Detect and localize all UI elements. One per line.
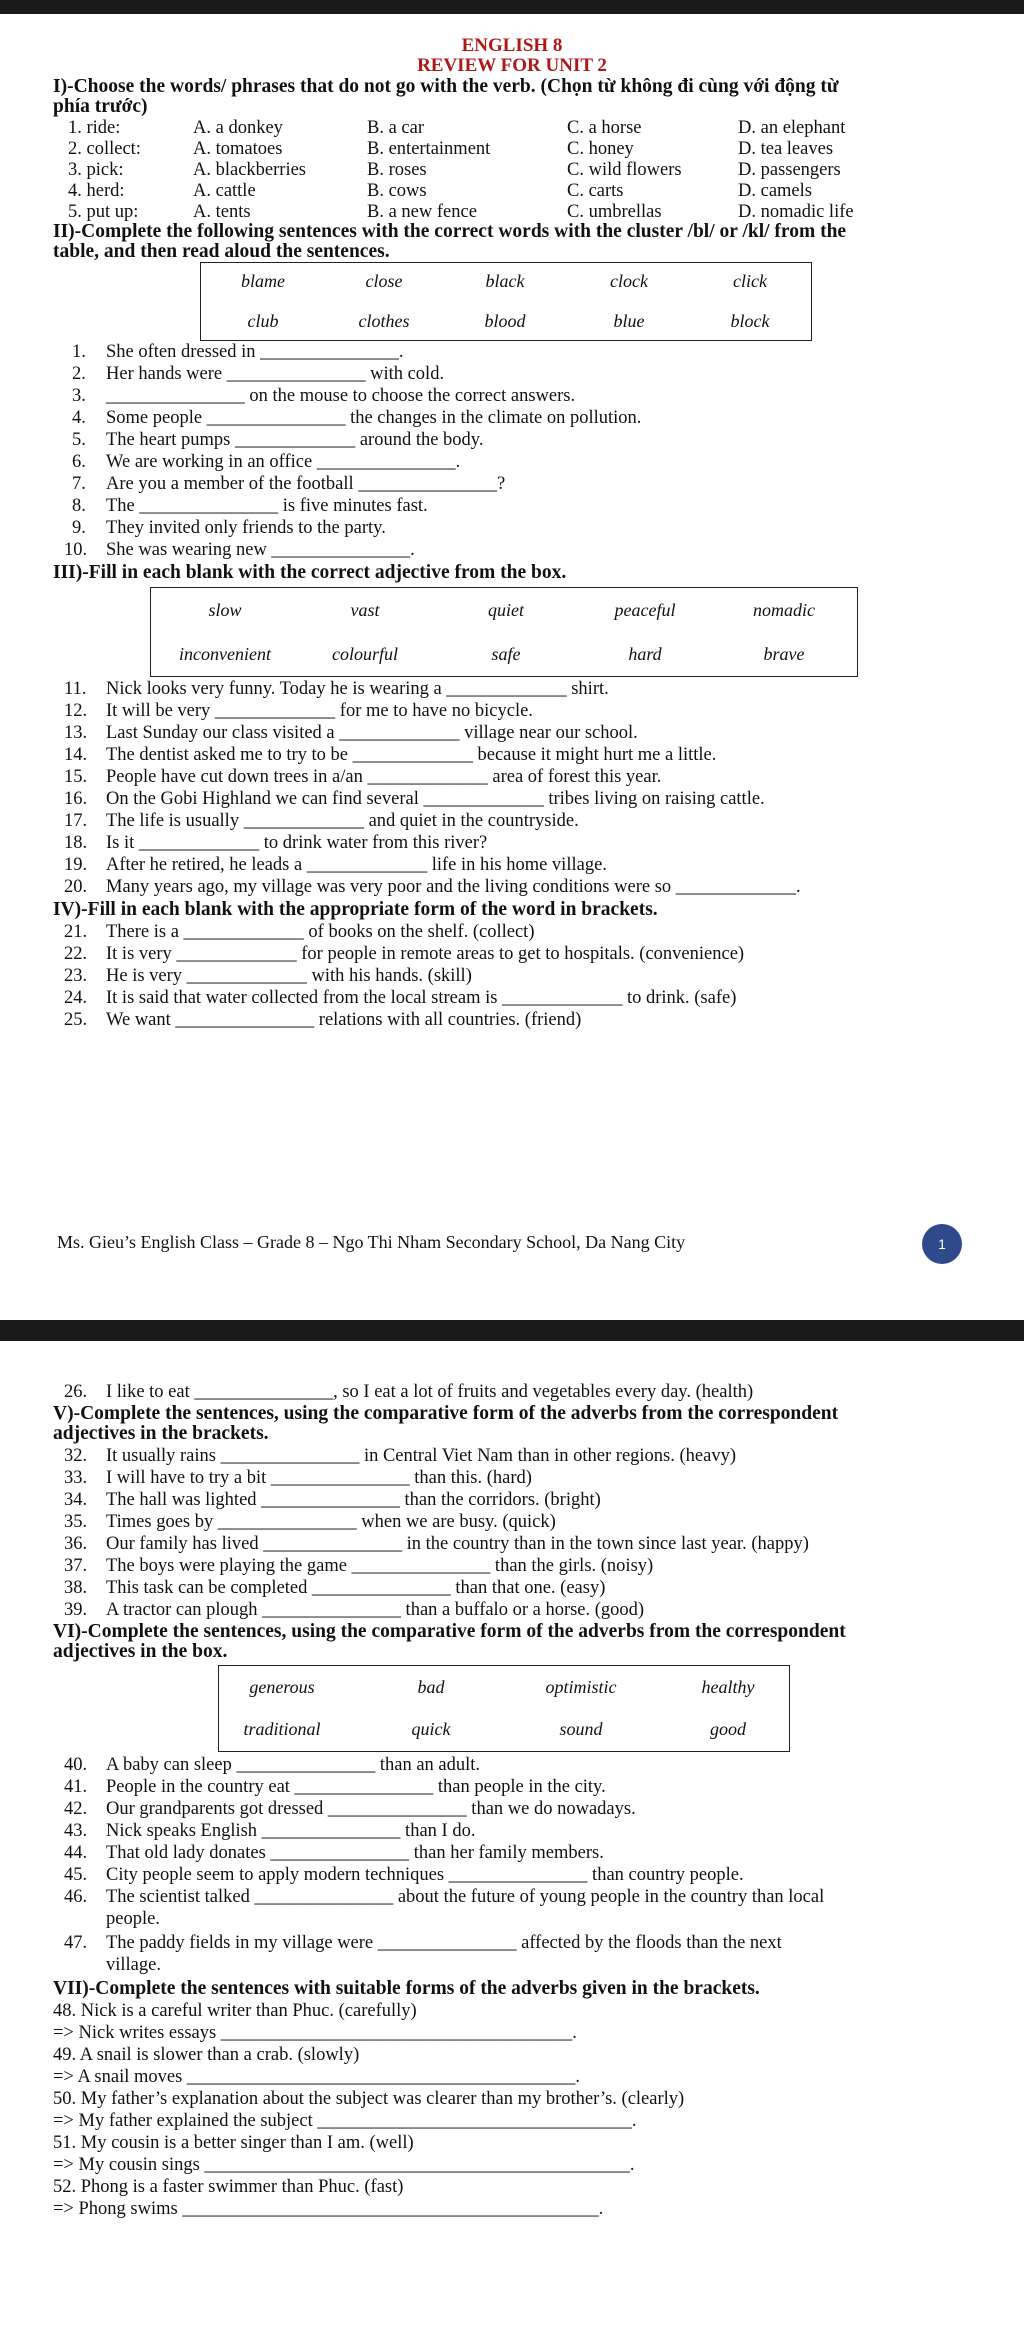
word: healthy (701, 1677, 755, 1697)
option-b: B. roses (367, 160, 427, 180)
word: sound (559, 1719, 603, 1739)
word: blame (241, 271, 285, 291)
section2-heading-cont: table, and then read aloud the sentences. (53, 241, 390, 262)
list-item: 6. We are working in an office _______________. (72, 452, 461, 472)
page-title: ENGLISH 8 (461, 35, 563, 56)
word: close (365, 271, 403, 291)
option-b: B. cows (367, 181, 427, 201)
section6-heading: VI)-Complete the sentences, using the comparative form of the adverbs from the correspondent (53, 1621, 846, 1642)
list-item: 41. People in the country eat _______________ than people in the city. (64, 1777, 606, 1797)
word: click (733, 271, 767, 291)
word: inconvenient (179, 644, 271, 664)
option-c: C. wild flowers (567, 160, 682, 180)
list-item: 15. People have cut down trees in a/an _____________ area of forest this year. (64, 767, 662, 787)
list-item: 39. A tractor can plough _______________ than a buffalo or a horse. (good) (64, 1600, 645, 1620)
section2-heading: II)-Complete the following sentences with the correct words with the cluster /bl/ or /kl/ from the (53, 221, 847, 242)
list-item: 19. After he retired, he leads a _____________ life in his home village. (64, 855, 607, 875)
word: block (730, 311, 770, 331)
option-d: D. passengers (738, 160, 841, 180)
option-b: B. entertainment (367, 139, 491, 159)
word: black (485, 271, 525, 291)
list-item: 35. Times goes by _______________ when we are busy. (quick) (64, 1512, 556, 1532)
list-item: village. (106, 1955, 161, 1975)
section4-heading: IV)-Fill in each blank with the appropriate form of the word in brackets. (53, 899, 658, 920)
section5-heading: V)-Complete the sentences, using the comparative form of the adverbs from the correspondent (53, 1403, 839, 1424)
list-item: 48. Nick is a careful writer than Phuc. (carefully) (53, 2001, 417, 2021)
worksheet-page-1 (0, 14, 1024, 1320)
word: brave (763, 644, 805, 664)
option-a: A. a donkey (193, 118, 283, 138)
list-item: 14. The dentist asked me to try to be _____________ because it might hurt me a little. (64, 745, 717, 765)
option-d: D. an elephant (738, 118, 846, 138)
list-item: 21. There is a _____________ of books on the shelf. (collect) (64, 922, 535, 942)
list-item: 10. She was wearing new _______________. (64, 540, 415, 560)
list-item: 42. Our grandparents got dressed _______________ than we do nowadays. (64, 1799, 636, 1819)
word: blood (484, 311, 526, 331)
option-c: C. carts (567, 181, 624, 201)
word: clothes (358, 311, 410, 331)
worksheet-page-2 (0, 1341, 1024, 2336)
page-number-badge: 1 (922, 1224, 962, 1264)
list-item: 3. _______________ on the mouse to choose the correct answers. (72, 386, 576, 406)
word: blue (613, 311, 645, 331)
word: hard (628, 644, 662, 664)
list-item: 37. The boys were playing the game _______________ than the girls. (noisy) (64, 1556, 654, 1576)
list-item: 12. It will be very _____________ for me to have no bicycle. (64, 701, 533, 721)
list-item: 22. It is very _____________ for people in remote areas to get to hospitals. (convenience) (64, 944, 745, 964)
word: nomadic (753, 600, 815, 620)
verb: 3. pick: (68, 160, 124, 180)
list-item: 23. He is very _____________ with his hands. (skill) (64, 966, 472, 986)
option-b: B. a car (367, 118, 425, 138)
word: good (710, 1719, 746, 1739)
list-item: 7. Are you a member of the football _______________? (72, 474, 506, 494)
list-item: 4. Some people _______________ the changes in the climate on pollution. (72, 408, 642, 428)
option-a: A. cattle (193, 181, 256, 201)
word: club (247, 311, 279, 331)
list-item: 32. It usually rains _______________ in Central Viet Nam than in other regions. (heavy) (64, 1446, 736, 1466)
word: generous (249, 1677, 315, 1697)
word: quick (411, 1719, 451, 1739)
list-item: 5. The heart pumps _____________ around the body. (72, 430, 484, 450)
answer-line: => My cousin sings ______________________________________________. (53, 2155, 635, 2175)
word: safe (491, 644, 521, 664)
word: optimistic (545, 1677, 617, 1697)
list-item: 45. City people seem to apply modern techniques _______________ than country people. (64, 1865, 744, 1885)
verb: 5. put up: (68, 202, 139, 222)
option-a: A. tents (193, 202, 251, 222)
list-item: 36. Our family has lived _______________ in the country than in the town since last year. (happy) (64, 1534, 809, 1554)
list-item: 20. Many years ago, my village was very poor and the living conditions were so _____________. (64, 877, 801, 897)
list-item: 9. They invited only friends to the party. (72, 518, 386, 538)
verb: 4. herd: (68, 181, 125, 201)
option-b: B. a new fence (367, 202, 477, 222)
page-footer: Ms. Gieu’s English Class – Grade 8 – Ngo Thi Nham Secondary School, Da Nang City (57, 1232, 686, 1252)
list-item: 46. The scientist talked _______________ about the future of young people in the country than local (64, 1887, 825, 1907)
list-item: 24. It is said that water collected from the local stream is _____________ to drink. (safe) (64, 988, 737, 1008)
list-item: 38. This task can be completed _______________ than that one. (easy) (64, 1578, 606, 1598)
verb: 1. ride: (68, 118, 121, 138)
list-item: 50. My father’s explanation about the subject was clearer than my brother’s. (clearly) (53, 2089, 685, 2109)
word-box-adjectives (150, 587, 858, 677)
list-item: 17. The life is usually _____________ and quiet in the countryside. (64, 811, 579, 831)
option-a: A. blackberries (193, 160, 307, 180)
option-c: C. umbrellas (567, 202, 662, 222)
list-item: 11. Nick looks very funny. Today he is wearing a _____________ shirt. (64, 679, 609, 699)
list-item: 13. Last Sunday our class visited a _____________ village near our school. (64, 723, 638, 743)
option-d: D. nomadic life (738, 202, 854, 222)
list-item: 2. Her hands were _______________ with cold. (72, 364, 445, 384)
list-item: 44. That old lady donates _______________ than her family members. (64, 1843, 604, 1863)
option-c: C. a horse (567, 118, 642, 138)
list-item: people. (106, 1909, 160, 1929)
option-d: D. camels (738, 181, 812, 201)
section5-heading-cont: adjectives in the brackets. (53, 1423, 269, 1444)
section1-heading: I)-Choose the words/ phrases that do not go with the verb. (Chọn từ không đi cùng với động từ (53, 76, 839, 97)
option-c: C. honey (567, 139, 634, 159)
option-a: A. tomatoes (193, 139, 283, 159)
list-item: 52. Phong is a faster swimmer than Phuc. (fast) (53, 2177, 404, 2197)
answer-line: => Nick writes essays ______________________________________. (53, 2023, 577, 2043)
list-item: 26. I like to eat _______________, so I eat a lot of fruits and vegetables every day. (health) (64, 1382, 754, 1402)
word: clock (610, 271, 648, 291)
page-subtitle: REVIEW FOR UNIT 2 (417, 55, 607, 76)
list-item: 1. She often dressed in _______________. (72, 342, 404, 362)
section1-heading-cont: phía trước) (53, 96, 148, 117)
answer-line: => A snail moves __________________________________________. (53, 2067, 581, 2087)
answer-line: => My father explained the subject __________________________________. (53, 2111, 637, 2131)
list-item: 34. The hall was lighted _______________ than the corridors. (bright) (64, 1490, 601, 1510)
word: slow (208, 600, 242, 620)
list-item: 33. I will have to try a bit _______________ than this. (hard) (64, 1468, 532, 1488)
section6-heading-cont: adjectives in the box. (53, 1641, 228, 1662)
list-item: 40. A baby can sleep _______________ than an adult. (64, 1755, 481, 1775)
word: quiet (488, 600, 524, 620)
section3-heading: III)-Fill in each blank with the correct adjective from the box. (53, 562, 567, 583)
list-item: 8. The _______________ is five minutes fast. (72, 496, 428, 516)
list-item: 49. A snail is slower than a crab. (slowly) (53, 2045, 360, 2065)
section7-heading: VII)-Complete the sentences with suitable forms of the adverbs given in the brackets. (53, 1978, 760, 1999)
word-box-cluster (200, 262, 812, 341)
answer-line: => Phong swims _____________________________________________. (53, 2199, 604, 2219)
option-d: D. tea leaves (738, 139, 834, 159)
list-item: 43. Nick speaks English _______________ than I do. (64, 1821, 476, 1841)
list-item: 18. Is it _____________ to drink water from this river? (64, 833, 488, 853)
word: colourful (332, 644, 398, 664)
list-item: 47. The paddy fields in my village were _______________ affected by the floods than the next (64, 1933, 782, 1953)
list-item: 16. On the Gobi Highland we can find several _____________ tribes living on raising cattle. (64, 789, 765, 809)
list-item: 25. We want _______________ relations with all countries. (friend) (64, 1010, 582, 1030)
word: peaceful (614, 600, 676, 620)
list-item: 51. My cousin is a better singer than I am. (well) (53, 2133, 414, 2153)
word: vast (350, 600, 380, 620)
word-box-adverbs (218, 1665, 790, 1752)
word: traditional (243, 1719, 321, 1739)
word: bad (417, 1677, 445, 1697)
verb: 2. collect: (68, 139, 141, 159)
